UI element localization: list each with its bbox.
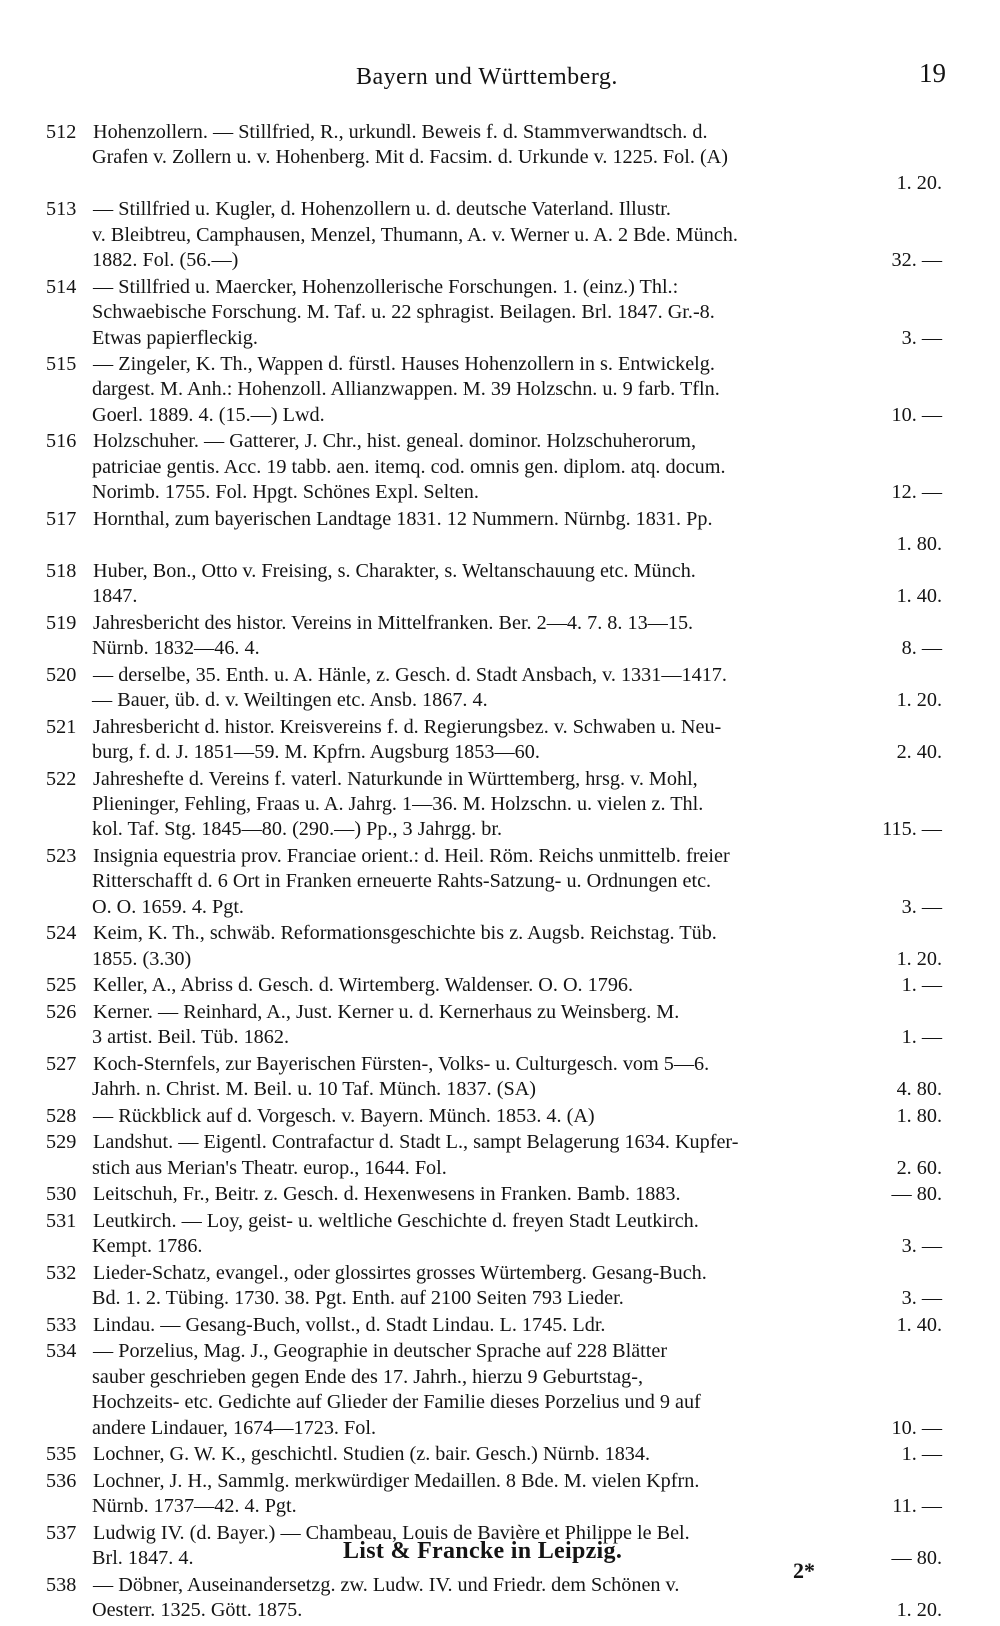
entry-number: 523 (46, 845, 77, 867)
entry-text: patriciae gentis. Acc. 19 tabb. aen. itemq. cod. omnis gen. diplom. atq. docum. (92, 455, 726, 478)
entry-number: 520 (46, 663, 77, 686)
entry-number: 537 (46, 1521, 77, 1544)
entry-price: 8. — (901, 637, 942, 660)
entry-line (0, 921, 1000, 946)
entry-line (0, 740, 1000, 765)
entry-line (0, 1077, 1000, 1102)
catalog-entry (0, 1104, 1000, 1129)
entry-number: 535 (46, 1443, 77, 1466)
entry-number: 530 (46, 1183, 77, 1206)
catalog-entry (0, 197, 1000, 273)
entry-number: 513 (46, 198, 77, 221)
catalog-entry (0, 611, 1000, 662)
entry-text: — Stillfried u. Maercker, Hohenzollerische Forschungen. 1. (einz.) Thl.: (93, 275, 679, 298)
entry-text: Goerl. 1889. 4. (15.—) Lwd. (92, 403, 325, 426)
running-title: Bayern und Württemberg. (356, 64, 618, 90)
entry-text: Jahrh. n. Christ. M. Beil. u. 10 Taf. Münch. 1837. (SA) (92, 1078, 536, 1101)
entry-line (0, 1209, 1000, 1234)
entry-text: Lieder-Schatz, evangel., oder glossirtes grosses Würtemberg. Gesang-Buch. (93, 1261, 707, 1284)
entry-text: — Porzelius, Mag. J., Geographie in deutscher Sprache auf 228 Blätter (93, 1340, 668, 1363)
entry-text: Etwas papierfleckig. (92, 326, 258, 349)
catalog-entry (0, 767, 1000, 843)
entry-text: 1847. (92, 585, 138, 608)
entry-text: Lochner, G. W. K., geschichtl. Studien (z. bair. Gesch.) Nürnb. 1834. (93, 1443, 651, 1466)
entry-price: 3. — (901, 1235, 942, 1258)
catalog-entry (0, 1130, 1000, 1181)
entry-line (0, 792, 1000, 817)
catalog-entry (0, 275, 1000, 351)
entry-price: 3. — (901, 1287, 942, 1310)
catalog-entry (0, 1313, 1000, 1338)
entry-price: 115. — (882, 818, 942, 841)
catalog-entry (0, 1573, 1000, 1624)
entry-text: 3 artist. Beil. Tüb. 1862. (92, 1026, 290, 1049)
entry-text: — Döbner, Auseinandersetzg. zw. Ludw. IV. und Friedr. dem Schönen v. (93, 1573, 680, 1596)
page-number: 19 (919, 58, 946, 88)
entry-line (0, 817, 1000, 842)
entry-line (0, 895, 1000, 920)
catalog-entry (0, 1209, 1000, 1260)
entry-text: Plieninger, Fehling, Fraas u. A. Jahrg. 1—36. M. Holzschn. u. vielen z. Thl. (92, 793, 704, 816)
entry-text: Kerner. — Reinhard, A., Just. Kerner u. d. Kernerhaus zu Weinsberg. M. (93, 1000, 680, 1023)
entry-line (0, 1494, 1000, 1519)
entry-price: 3. — (901, 895, 942, 918)
entry-text: sauber geschrieben gegen Ende des 17. Jahrh., hierzu 9 Geburtstag-, (92, 1365, 644, 1388)
entry-text: Bd. 1. 2. Tübing. 1730. 38. Pgt. Enth. auf 2100 Seiten 793 Lieder. (92, 1287, 624, 1310)
entry-price: 1. 80. (896, 1104, 942, 1127)
entry-text: Hochzeits- etc. Gedichte auf Glieder der Familie dieses Porzelius und 9 auf (92, 1391, 701, 1414)
entry-text: Brl. 1847. 4. (92, 1547, 194, 1570)
publisher-imprint: List & Francke in Leipzig. (343, 1538, 623, 1564)
entry-number: 516 (46, 430, 77, 453)
entry-line (0, 1442, 1000, 1467)
entry-line (0, 869, 1000, 894)
entry-line (0, 352, 1000, 377)
entry-line (0, 1156, 1000, 1181)
entry-line (0, 767, 1000, 792)
entry-line (0, 559, 1000, 584)
catalog-entry (0, 663, 1000, 714)
entry-line (0, 1130, 1000, 1155)
entry-line (0, 663, 1000, 688)
entry-price: 1. 40. (896, 1313, 942, 1336)
entry-number: 538 (46, 1573, 77, 1596)
entry-price: 1. 20. (896, 171, 942, 194)
entry-price: 4. 80. (896, 1078, 942, 1101)
entry-number: 534 (46, 1340, 77, 1363)
entry-text: Schwaebische Forschung. M. Taf. u. 22 sphragist. Beilagen. Brl. 1847. Gr.-8. (92, 301, 715, 324)
entry-line (0, 1313, 1000, 1338)
entry-text: Jahreshefte d. Vereins f. vaterl. Naturkunde in Württemberg, hrsg. v. Mohl, (93, 767, 698, 790)
entry-text: Insignia equestria prov. Franciae orient.: d. Heil. Röm. Reichs unmittelb. freier (93, 845, 730, 867)
entry-number: 519 (46, 611, 77, 634)
entry-line (0, 507, 1000, 532)
entry-number: 536 (46, 1469, 77, 1492)
entry-price: 1. 20. (896, 947, 942, 970)
entry-line (0, 300, 1000, 325)
entry-line (0, 429, 1000, 454)
entry-text: Hohenzollern. — Stillfried, R., urkundl. Beweis f. d. Stammverwandtsch. d. (93, 121, 708, 143)
entry-line (0, 947, 1000, 972)
signature-mark: 2* (793, 1558, 815, 1583)
entry-price: 11. — (892, 1495, 942, 1518)
entry-number: 524 (46, 922, 77, 945)
entry-line (0, 1182, 1000, 1207)
entry-text: stich aus Merian's Theatr. europ., 1644. Fol. (92, 1156, 447, 1179)
entry-line (0, 973, 1000, 998)
entry-line (0, 223, 1000, 248)
entry-price: 1. 20. (896, 689, 942, 712)
entry-text: Keim, K. Th., schwäb. Reformationsgeschichte bis z. Augsb. Reichstag. Tüb. (93, 922, 717, 945)
entry-line (0, 1365, 1000, 1390)
entry-text: — derselbe, 35. Enth. u. A. Hänle, z. Gesch. d. Stadt Ansbach, v. 1331—1417. (93, 663, 727, 686)
entry-price: 1. 80. (896, 533, 942, 556)
entry-line (0, 455, 1000, 480)
entry-price: 1. — (901, 974, 942, 997)
entry-number: 518 (46, 559, 77, 582)
entry-price: 2. 40. (896, 741, 942, 764)
entry-line (0, 1261, 1000, 1286)
entry-text: Ludwig IV. (d. Bayer.) — Chambeau, Louis de Bavière et Philippe le Bel. (93, 1521, 690, 1544)
catalog-entry (0, 1052, 1000, 1103)
entry-text: O. O. 1659. 4. Pgt. (92, 895, 244, 918)
catalog-entry (0, 1182, 1000, 1207)
entry-price: 1. — (901, 1026, 942, 1049)
catalog-entry (0, 973, 1000, 998)
entry-text: Koch-Sternfels, zur Bayerischen Fürsten-, Volks- u. Culturgesch. vom 5—6. (93, 1052, 710, 1075)
entry-price: 1. — (901, 1443, 942, 1466)
catalog-entry (0, 1442, 1000, 1467)
page-footer (0, 1538, 1000, 1583)
entry-text: Grafen v. Zollern u. v. Hohenberg. Mit d. Facsim. d. Urkunde v. 1225. Fol. (A) (92, 146, 728, 169)
entry-number: 517 (46, 507, 77, 530)
entry-text: — Rückblick auf d. Vorgesch. v. Bayern. Münch. 1853. 4. (A) (93, 1104, 595, 1127)
entry-line (0, 1469, 1000, 1494)
entry-text: Nürnb. 1832—46. 4. (92, 637, 260, 660)
entry-text: Hornthal, zum bayerischen Landtage 1831. 12 Nummern. Nürnbg. 1831. Pp. (93, 507, 713, 530)
entry-number: 528 (46, 1104, 77, 1127)
catalog-entry (0, 352, 1000, 428)
entry-text: burg, f. d. J. 1851—59. M. Kpfrn. Augsburg 1853—60. (92, 741, 540, 764)
entry-price: 1. 20. (896, 1599, 942, 1622)
catalog-entry (0, 559, 1000, 610)
entry-text: Keller, A., Abriss d. Gesch. d. Wirtemberg. Waldenser. O. O. 1796. (93, 974, 634, 997)
catalog-entry (0, 844, 1000, 920)
entry-text: 1855. (3.30) (92, 947, 192, 970)
entry-text: v. Bleibtreu, Camphausen, Menzel, Thumann, A. v. Werner u. A. 2 Bde. Münch. (92, 223, 738, 246)
entry-text: andere Lindauer, 1674—1723. Fol. (92, 1416, 376, 1439)
entry-price: — 80. (891, 1547, 942, 1570)
entry-line (0, 120, 1000, 145)
catalog-entry (0, 921, 1000, 972)
entry-text: Jahresbericht des histor. Vereins in Mittelfranken. Ber. 2—4. 7. 8. 13—15. (93, 611, 694, 634)
entry-line (0, 1025, 1000, 1050)
entry-line (0, 1598, 1000, 1623)
entry-line (0, 1390, 1000, 1415)
entry-price: — 80. (891, 1183, 942, 1206)
entry-line (0, 1339, 1000, 1364)
entry-line (0, 326, 1000, 351)
entry-line (0, 636, 1000, 661)
entry-line (0, 1234, 1000, 1259)
entry-price: 12. — (891, 481, 942, 504)
catalog-entry (0, 120, 1000, 196)
entry-line (0, 584, 1000, 609)
entry-price: 32. — (891, 249, 942, 272)
catalog-entry (0, 1000, 1000, 1051)
catalog-entry (0, 1469, 1000, 1520)
entry-number: 531 (46, 1209, 77, 1232)
entry-line (0, 197, 1000, 222)
entry-price: 10. — (891, 403, 942, 426)
entry-text: Leitschuh, Fr., Beitr. z. Gesch. d. Hexenwesens in Franken. Bamb. 1883. (93, 1183, 681, 1206)
entry-text: 1882. Fol. (56.—) (92, 249, 239, 272)
entry-text: Kempt. 1786. (92, 1235, 203, 1258)
entry-line (0, 688, 1000, 713)
entry-price: 1. 40. (896, 585, 942, 608)
entry-text: Lindau. — Gesang-Buch, vollst., d. Stadt Lindau. L. 1745. Ldr. (93, 1313, 606, 1336)
entry-text: Norimb. 1755. Fol. Hpgt. Schönes Expl. Selten. (92, 481, 479, 504)
entry-number: 522 (46, 767, 77, 790)
entry-text: Leutkirch. — Loy, geist- u. weltliche Geschichte d. freyen Stadt Leutkirch. (93, 1209, 699, 1232)
entry-number: 526 (46, 1000, 77, 1023)
catalog-entry (0, 507, 1000, 558)
entry-line (0, 377, 1000, 402)
entry-number: 525 (46, 974, 77, 997)
entry-number: 527 (46, 1052, 77, 1075)
entry-line (0, 145, 1000, 170)
page-header (0, 58, 1000, 98)
catalog-entry (0, 715, 1000, 766)
entry-text: Lochner, J. H., Sammlg. merkwürdiger Medaillen. 8 Bde. M. vielen Kpfrn. (93, 1469, 700, 1492)
entry-line (0, 1104, 1000, 1129)
entry-line (0, 1052, 1000, 1077)
entry-text: Oesterr. 1325. Gött. 1875. (92, 1599, 303, 1622)
catalog-entry (0, 429, 1000, 505)
entry-text: Landshut. — Eigentl. Contrafactur d. Stadt L., sampt Belagerung 1634. Kupfer- (93, 1131, 739, 1154)
entry-line (0, 248, 1000, 273)
entry-text: Holzschuher. — Gatterer, J. Chr., hist. geneal. dominor. Holzschuherorum, (93, 430, 697, 453)
entry-line (0, 715, 1000, 740)
entry-text: — Stillfried u. Kugler, d. Hohenzollern u. d. deutsche Vaterland. Illustr. (93, 198, 671, 221)
entry-text: Jahresbericht d. histor. Kreisvereins f. d. Regierungsbez. v. Schwaben u. Neu- (93, 715, 722, 738)
catalog-entry (0, 1261, 1000, 1312)
entry-number: 532 (46, 1261, 77, 1284)
entry-number: 529 (46, 1131, 77, 1154)
catalog-entry (0, 1339, 1000, 1441)
entry-number: 512 (46, 121, 77, 143)
entry-price: 3. — (901, 326, 942, 349)
entry-line (0, 611, 1000, 636)
entry-text: — Bauer, üb. d. v. Weiltingen etc. Ansb. 1867. 4. (92, 689, 488, 712)
entry-number: 515 (46, 353, 77, 376)
entry-text: — Zingeler, K. Th., Wappen d. fürstl. Hauses Hohenzollern in s. Entwickelg. (93, 353, 715, 376)
entry-line (0, 1416, 1000, 1441)
entry-price: 10. — (891, 1416, 942, 1439)
entry-line (0, 480, 1000, 505)
entry-line (0, 403, 1000, 428)
entry-number: 521 (46, 715, 77, 738)
catalog-entries (0, 120, 1000, 1625)
entry-line (0, 275, 1000, 300)
entry-line (0, 1000, 1000, 1025)
entry-text: kol. Taf. Stg. 1845—80. (290.—) Pp., 3 Jahrgg. br. (92, 818, 502, 841)
entry-line (0, 171, 1000, 196)
entry-text: dargest. M. Anh.: Hohenzoll. Allianzwappen. M. 39 Holzschn. u. 9 farb. Tfln. (92, 378, 720, 401)
entry-number: 533 (46, 1313, 77, 1336)
entry-text: Huber, Bon., Otto v. Freising, s. Charakter, s. Weltanschauung etc. Münch. (93, 559, 696, 582)
entry-line (0, 1286, 1000, 1311)
entry-number: 514 (46, 275, 77, 298)
entry-text: Ritterschafft d. 6 Ort in Franken erneuerte Rahts-Satzung- u. Ordnungen etc. (92, 870, 712, 893)
entry-price: 2. 60. (896, 1156, 942, 1179)
entry-line (0, 532, 1000, 557)
entry-line (0, 844, 1000, 869)
entry-text: Nürnb. 1737—42. 4. Pgt. (92, 1495, 297, 1518)
